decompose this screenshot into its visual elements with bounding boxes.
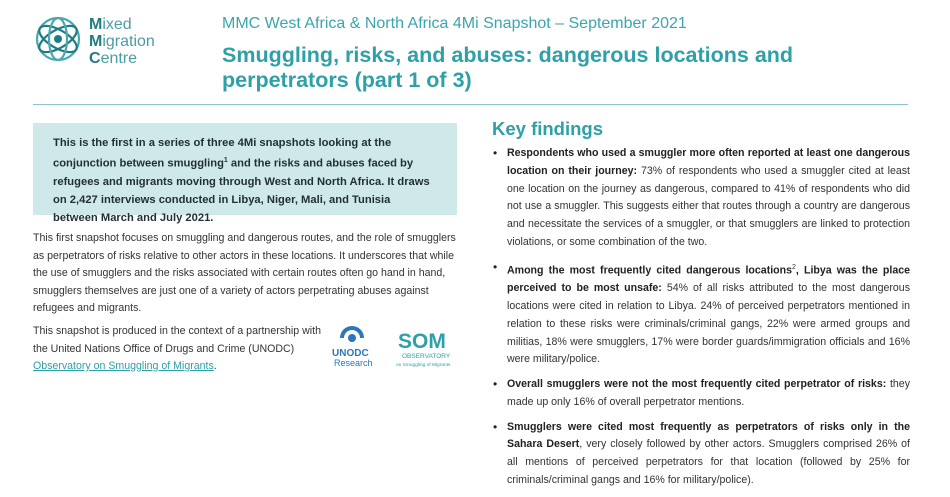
list-item: • Among the most frequently cited dangerous locations$^2$, Libya was the place perceived to be most unsafe: 54% of all risks attributed to the most dangerous locations were cited in relation to Libya. 24% of perceived perpetrators mentioned in relation to these risks were criminals/criminal gangs, 22% were armed groups and militias, 18% were smugglers, 17% were border guards/immigration officials and 16% were military/police. xyxy=(492,259,910,369)
som-sub-label-1: OBSERVATORY xyxy=(402,353,451,360)
mmc-logo[interactable] xyxy=(33,14,193,74)
intro-text: This is the first in a series of three 4Mi snapshots looking at the conjunction between smuggling$^1$ and the risks and abuses faced by refugees and migrants moving through West and North Africa. It draws on 2,427 interviews conducted in Libya, Niger, Mali, and Tunisia between March and July 2021. xyxy=(53,137,430,224)
som-sub-label-2: on Smuggling of Migrants xyxy=(396,363,451,368)
body-paragraph-2: This snapshot is produced in the context of a partnership with the United Nations Office of Drugs and Crime (UNODC) Observatory on Smuggling of Migrants. xyxy=(33,325,321,372)
mmc-logo-text: Mixed Migration Centre xyxy=(89,16,155,67)
key-findings-title: Key findings xyxy=(492,118,604,139)
body-paragraph-1: This first snapshot focuses on smuggling and dangerous routes, and the role of smugglers as perpetrators of risks relative to other actors in these locations. It underscores that while the use of smugglers and the risks associated with certain routes often go hand in hand, smugglers themselves are just one of a variety of actors perpetrating abuses against refugees and migrants. xyxy=(33,232,456,314)
page-title: Smuggling, risks, and abuses: dangerous locations and perpetrators (part 1 of 3) xyxy=(222,43,794,92)
key-findings-list xyxy=(492,145,910,497)
header-divider xyxy=(33,104,908,105)
observatory-link[interactable]: Observatory on Smuggling of Migrants xyxy=(33,360,214,372)
partner-logos xyxy=(330,320,460,370)
list-item: • Smugglers were cited most frequently as perpetrators of risks only in the Sahara Desert, very closely followed by other actors. Smugglers comprised 26% of all mentions of perceived perpetrators for that location (followed by 25% for criminals/criminal gangs and 16% for military/police). xyxy=(492,419,910,490)
list-item: • Respondents who used a smuggler more often reported at least one dangerous location on their journey: 73% of respondents who used a smuggler cited at least one location on the journey as dangerous, compared to 41% of respondents who did not use a smuggler. This suggests either that routes through a country are dangerous and necessitate the services of a smuggler, or that smugglers are linked to protection violations, or some combination of the two. xyxy=(492,145,910,252)
som-label: SOM xyxy=(398,330,446,353)
intro-box xyxy=(33,123,457,224)
snapshot-kicker: MMC West Africa & North Africa 4Mi Snapshot – September 2021 xyxy=(222,15,687,32)
unodc-label: UNODC xyxy=(332,348,369,359)
mmc-logo-mark-icon xyxy=(33,14,83,64)
header xyxy=(0,0,950,105)
list-item: • Overall smugglers were not the most frequently cited perpetrator of risks: they made up only 16% of overall perpetrator mentions. xyxy=(492,376,910,412)
unodc-sub-label: Research xyxy=(334,358,373,368)
unodc-som-logos-icon xyxy=(330,320,460,370)
